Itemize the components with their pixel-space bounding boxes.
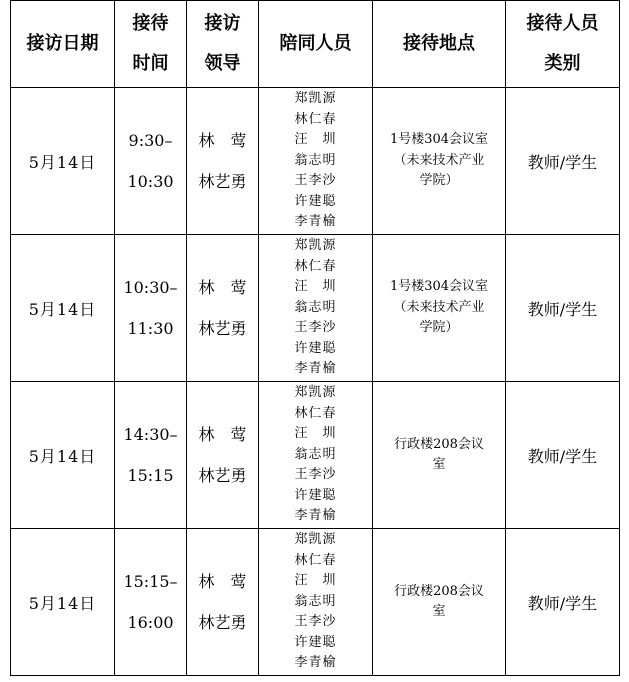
header-time: 接待 时间 (115, 1, 187, 88)
cell-place: 行政楼208会议 室 (373, 529, 506, 676)
cell-leader: 林 莺 林艺勇 (187, 382, 259, 529)
header-date: 接访日期 (11, 1, 115, 88)
cell-place: 1号楼304会议室 （未来技术产业 学院） (373, 235, 506, 382)
cell-leader: 林 莺 林艺勇 (187, 235, 259, 382)
table-row (11, 529, 620, 676)
cell-date: 5月14日 (11, 235, 115, 382)
cell-time: 15:15– 16:00 (115, 529, 187, 676)
cell-place: 1号楼304会议室 （未来技术产业 学院） (373, 88, 506, 235)
cell-date: 5月14日 (11, 88, 115, 235)
header-place: 接待地点 (373, 1, 506, 88)
cell-leader: 林 莺 林艺勇 (187, 529, 259, 676)
reception-schedule-table (10, 0, 620, 676)
table-row (11, 382, 620, 529)
cell-place: 行政楼208会议 室 (373, 382, 506, 529)
table-row (11, 235, 620, 382)
header-category: 接待人员 类别 (506, 1, 620, 88)
cell-category: 教师/学生 (506, 382, 620, 529)
cell-category: 教师/学生 (506, 88, 620, 235)
cell-category: 教师/学生 (506, 529, 620, 676)
header-leader: 接访 领导 (187, 1, 259, 88)
cell-time: 10:30– 11:30 (115, 235, 187, 382)
header-companions: 陪同人员 (259, 1, 373, 88)
cell-companions: 郑凯源 林仁春 汪 圳 翁志明 王李沙 许建聪 李青榆 (259, 88, 373, 235)
cell-companions: 郑凯源 林仁春 汪 圳 翁志明 王李沙 许建聪 李青榆 (259, 382, 373, 529)
header-row (11, 1, 620, 88)
cell-category: 教师/学生 (506, 235, 620, 382)
cell-companions: 郑凯源 林仁春 汪 圳 翁志明 王李沙 许建聪 李青榆 (259, 529, 373, 676)
cell-date: 5月14日 (11, 529, 115, 676)
cell-time: 9:30– 10:30 (115, 88, 187, 235)
cell-time: 14:30– 15:15 (115, 382, 187, 529)
cell-companions: 郑凯源 林仁春 汪 圳 翁志明 王李沙 许建聪 李青榆 (259, 235, 373, 382)
cell-date: 5月14日 (11, 382, 115, 529)
cell-leader: 林 莺 林艺勇 (187, 88, 259, 235)
table-row (11, 88, 620, 235)
